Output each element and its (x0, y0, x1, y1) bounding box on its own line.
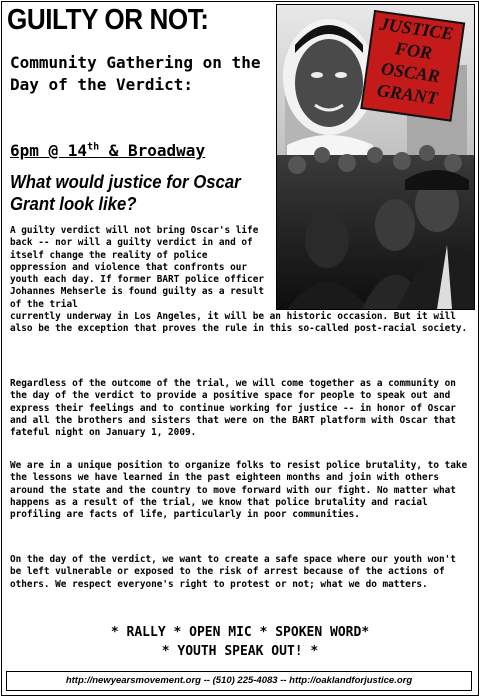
headline: GUILTY OR NOT: (7, 4, 209, 36)
sign-line-3: OSCAR (379, 58, 442, 87)
event-title: Community Gathering on the Day of the Verdict: (10, 53, 261, 94)
event-time-suffix: th (87, 141, 100, 153)
paragraph-1 (10, 225, 472, 336)
paragraph-3: We are in a unique position to organize folks to resist police brutality, to take the lessons we have learned in the past eighteen months and join with others around the state and the country to move forward with our fight. No matter what happens as a result of the trial, we know that police brutality and racial profiling are facts of life, particularly in poor communities. (10, 460, 468, 521)
event-time-place (10, 140, 205, 162)
paragraph-4: On the day of the verdict, we want to create a safe space where our youth won't be left vulnerable or exposed to the risk of arrest because of the actions of others. We respect everyone's right to protest or not; what we do matters. (10, 554, 456, 590)
sign-line-1: JUSTICE (378, 13, 455, 44)
callout-activities: * RALLY * OPEN MIC * SPOKEN WORD* (110, 625, 370, 640)
footer-contact: http://newyearsmovement.org -- (510) 225-4083 -- http://oaklandforjustice.org (6, 671, 472, 691)
sign-line-2: FOR (393, 38, 434, 64)
paragraph-1-continued: currently underway in Los Angeles, it will be an historic occasion. But it will also be the exception that proves the rule in this so-called post-racial society. (10, 311, 468, 335)
sign-line-4: GRANT (375, 79, 440, 109)
paragraph-1-wrapped: A guilty verdict will not bring Oscar's life back -- nor will a guilty verdict in and of itself change the reality of police oppression and violence that confronts our youth each day. If former BART police officer Johannes Mehserle is found guilty as a result of the trial (10, 225, 264, 310)
paragraph-2: Regardless of the outcome of the trial, we will come together as a community on the day of the verdict to provide a positive space for people to speak out and express their feelings and to continue working for justice -- in honor of Oscar and all the brothers and sisters that were on the BART platform with Oscar that fateful night on January 1, 2009. (10, 378, 456, 439)
question-heading: What would justice for Oscar Grant look like? (10, 172, 241, 214)
event-time: 6pm @ 14 (10, 141, 88, 160)
callout-youth: * YOUTH SPEAK OUT! * (161, 644, 319, 659)
event-place: & Broadway (99, 141, 206, 160)
